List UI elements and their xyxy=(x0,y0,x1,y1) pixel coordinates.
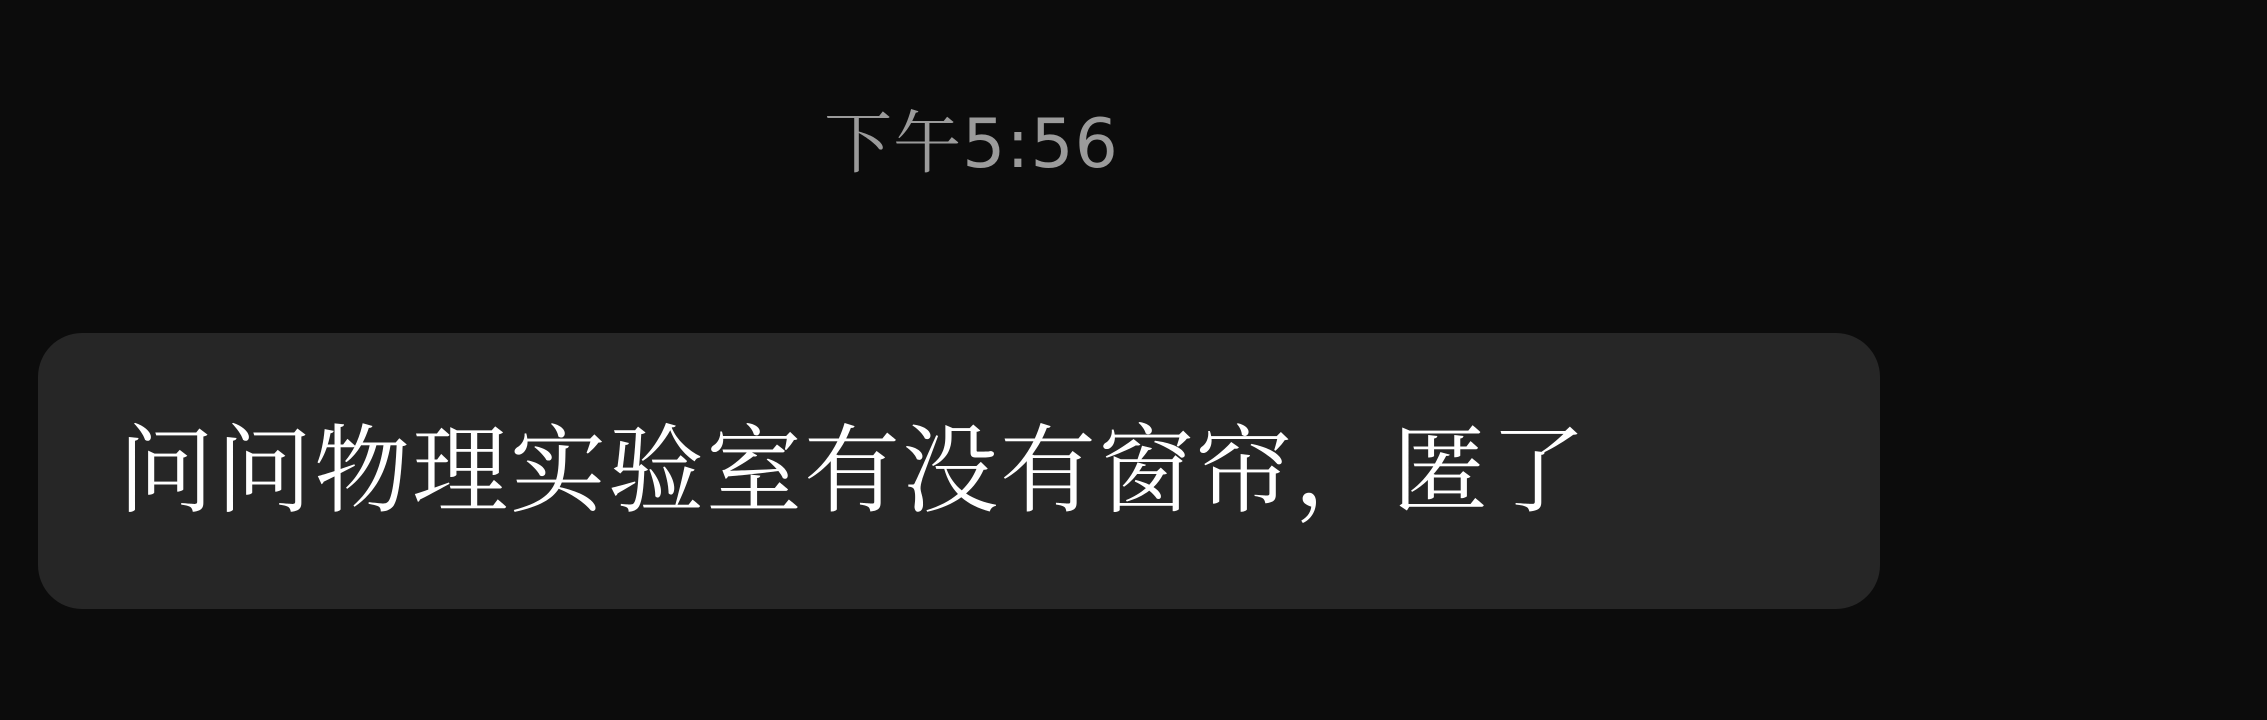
message-bubble[interactable] xyxy=(38,333,1880,609)
message-timestamp: 下午5:56 xyxy=(824,105,1119,184)
message-text: 问问物理实验室有没有窗帘，匿了 xyxy=(118,415,1588,527)
